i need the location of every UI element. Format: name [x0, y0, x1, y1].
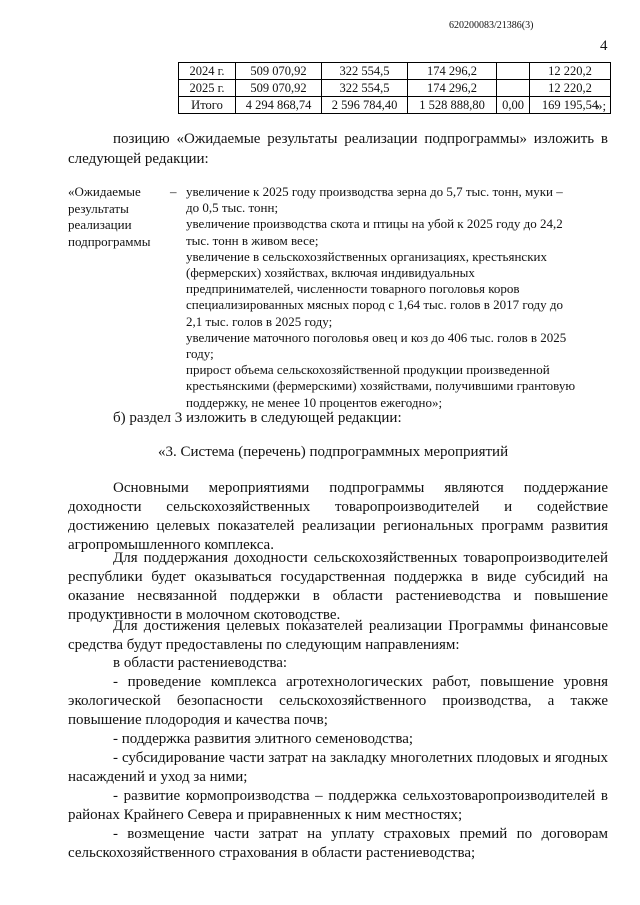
document-id: 620200083/21386(3)	[449, 20, 534, 31]
table-row	[179, 80, 611, 97]
results-label-line: результаты	[68, 200, 129, 216]
table-cell: 2 596 784,40	[322, 97, 408, 114]
table-cell: 2024 г.	[179, 63, 236, 80]
table-cell: 174 296,2	[408, 80, 497, 97]
results-item: увеличение в сельскохозяйственных организациях, крестьянских (фермерских) хозяйствах, включая индивидуальных предпринимателей, численности товарного поголовья коров специализированных мясных пород с 1,64 тыс. голов в 2017 году до 2,1 тыс. голов в 2025 году;	[186, 248, 563, 329]
results-item: увеличение маточного поголовья овец и коз до 406 тыс. голов в 2025 году;	[186, 329, 567, 362]
paragraph-9: - возмещение части затрат на уплату страховых премий по договорам сельскохозяйственного страхования в области растениеводства;	[68, 826, 608, 861]
table-cell: 322 554,5	[322, 63, 408, 80]
paragraph-4: в области растениеводства:	[113, 655, 288, 671]
table-cell: 174 296,2	[408, 63, 497, 80]
results-label-line: подпрограммы	[68, 233, 151, 249]
table-row	[179, 63, 611, 80]
results-list	[186, 184, 578, 411]
section-title: «3. Система (перечень) подпрограммных мероприятий	[158, 444, 509, 460]
table-cell: 12 220,2	[530, 80, 611, 97]
table-cell	[497, 80, 530, 97]
table-row	[179, 97, 611, 114]
results-label-line: «Ожидаемые	[68, 184, 141, 199]
table-cell: 4 294 868,74	[236, 97, 322, 114]
section-b-heading: б) раздел 3 изложить в следующей редакции:	[113, 410, 402, 426]
table-cell: 2025 г.	[179, 80, 236, 97]
page-number: 4	[600, 38, 608, 54]
paragraph-8: - развитие кормопроизводства – поддержка сельхозтоваропроизводителей в районах Крайнего Севера и приравненных к ним местностях;	[68, 788, 608, 823]
table-cell: 509 070,92	[236, 80, 322, 97]
paragraph-2: Для поддержания доходности сельскохозяйственных товаропроизводителей республики будет оказываться государственная поддержка в виде субсидий на оказание несвязанной поддержки в области растениеводства и повышение продуктивности в молочном скотоводстве.	[68, 550, 608, 623]
results-item: увеличение к 2025 году производства зерна до 5,7 тыс. тонн, муки – до 0,5 тыс. тонн;	[186, 184, 563, 216]
intro-line-1: позицию «Ожидаемые результаты реализации подпрограммы» изложить в	[113, 131, 608, 147]
results-item: увеличение производства скота и птицы на убой к 2025 году до 24,2 тыс. тонн в живом весе;	[186, 216, 563, 248]
table-cell: 0,00	[497, 97, 530, 114]
paragraph-6: - поддержка развития элитного семеноводства;	[113, 731, 414, 747]
table-cell: Итого	[179, 97, 236, 114]
funding-table	[178, 62, 611, 114]
table-cell: 169 195,54	[530, 97, 611, 114]
table-end-mark: »;	[596, 98, 607, 113]
table-cell	[497, 63, 530, 80]
table-cell: 1 528 888,80	[408, 97, 497, 114]
paragraph-3: Для достижения целевых показателей реализации Программы финансовые средства будут предоставлены по следующим направлениям:	[68, 618, 608, 653]
paragraph-1: Основными мероприятиями подпрограммы являются поддержание доходности сельскохозяйственных товаропроизводителей и содействие достижению целевых показателей реализации региональных программ развития агропромышленного комплекса.	[68, 480, 608, 553]
results-dash: –	[170, 184, 177, 199]
results-label-line: реализации	[68, 217, 132, 232]
results-item: прирост объема сельскохозяйственной продукции произведенной крестьянскими (фермерскими) хозяйствами, получившими грантовую поддержку, не менее 10 процентов ежегодно»;	[186, 362, 576, 410]
paragraph-5: - проведение комплекса агротехнологических работ, повышение уровня экологической безопасности сельскохозяйственного производства, а также повышение плодородия и качества почв;	[68, 674, 608, 728]
results-label	[68, 184, 178, 250]
intro-line-2: следующей редакции:	[68, 151, 209, 167]
table-cell: 509 070,92	[236, 63, 322, 80]
table-cell: 322 554,5	[322, 80, 408, 97]
table-cell: 12 220,2	[530, 63, 611, 80]
paragraph-7: - субсидирование части затрат на закладку многолетних плодовых и ягодных насаждений и уход за ними;	[68, 750, 608, 785]
